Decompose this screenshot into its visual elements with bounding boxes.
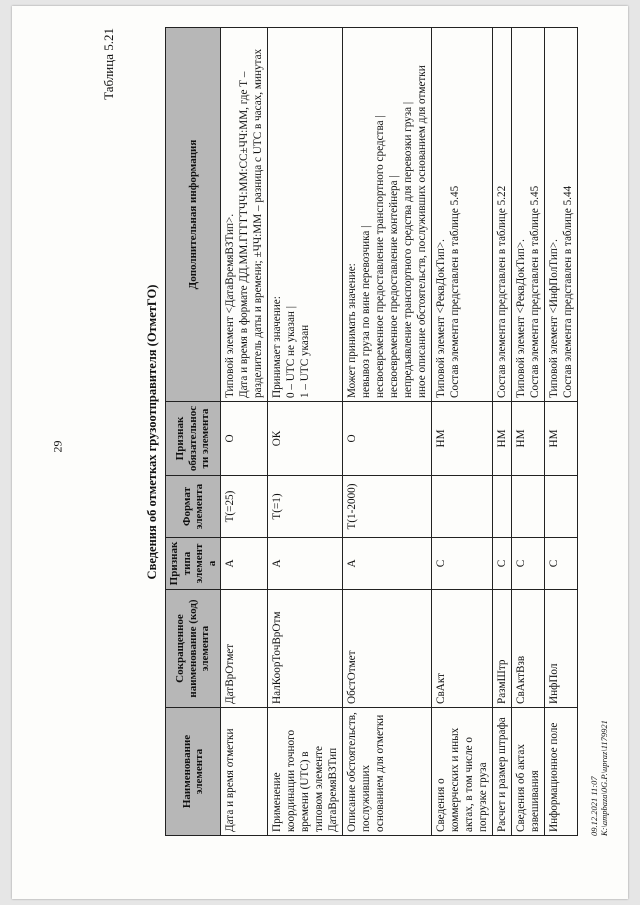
cell-name: Описание обстоятельств, послуживших основанием для отметки — [343, 708, 432, 836]
cell-code: ИнфПол — [545, 590, 578, 708]
table-caption: Сведения об отметках грузоотправителя (ОтметГО) — [145, 284, 159, 580]
elements-table — [165, 27, 578, 836]
col-header: Признак типа элемента — [166, 538, 221, 590]
cell-info — [512, 28, 545, 402]
table-row — [512, 28, 545, 836]
cell-required: О — [221, 402, 268, 476]
cell-format — [545, 476, 578, 538]
cell-required: НМ — [493, 402, 512, 476]
table-row — [268, 28, 343, 836]
cell-type: А — [221, 538, 268, 590]
info-line: иное описание обстоятельств, послуживших основанием для отметки — [416, 65, 428, 398]
cell-name: Сведения об актах взвешивания — [512, 708, 545, 836]
footer-path: К:\ampbaza\0G.P.\upraz\1179921 — [599, 720, 609, 836]
col-header: Сокращенное наименование (код) элемента — [166, 590, 221, 708]
cell-info — [432, 28, 493, 402]
col-header: Дополнительная информация — [166, 28, 221, 402]
cell-type: А — [268, 538, 343, 590]
cell-format: T(1-2000) — [343, 476, 432, 538]
info-line: Типовой элемент <РеквДокТип>. — [515, 239, 527, 398]
info-line: Типовой элемент <ДатаВремяВЗТип>. — [224, 213, 236, 398]
cell-required: НМ — [545, 402, 578, 476]
cell-info — [493, 28, 512, 402]
cell-info — [343, 28, 432, 402]
rotated-content — [95, 22, 615, 842]
cell-code: СвАктВзв — [512, 590, 545, 708]
cell-format: T(=25) — [221, 476, 268, 538]
page-number: 29 — [50, 440, 65, 453]
cell-format — [432, 476, 493, 538]
info-line: непредъявление транспортного средства для перевозки груза | — [402, 101, 414, 398]
cell-required: НМ — [512, 402, 545, 476]
cell-required: О — [343, 402, 432, 476]
table-row — [493, 28, 512, 836]
cell-code: ОбстОтмет — [343, 590, 432, 708]
cell-type: С — [493, 538, 512, 590]
info-line: Состав элемента представлен в таблице 5.22 — [496, 185, 508, 398]
info-line: Состав элемента представлен в таблице 5.44 — [562, 185, 574, 398]
table-header-row — [166, 28, 221, 836]
cell-code: НалКоорТочВрОтм — [268, 590, 343, 708]
cell-code: СвАкт — [432, 590, 493, 708]
table-label: Таблица 5.21 — [101, 28, 116, 100]
cell-name: Дата и время отметки — [221, 708, 268, 836]
table-row — [432, 28, 493, 836]
col-header: Наименование элемента — [166, 708, 221, 836]
info-line: Может принимать значение: — [346, 263, 358, 398]
cell-format — [493, 476, 512, 538]
footer-stamp — [589, 720, 609, 836]
table-row — [343, 28, 432, 836]
table-row — [221, 28, 268, 836]
info-line: Типовой элемент <РеквДокТип>. — [435, 239, 447, 398]
info-line: Состав элемента представлен в таблице 5.45 — [529, 185, 541, 398]
table-row — [545, 28, 578, 836]
cell-required: НМ — [432, 402, 493, 476]
info-line: невывоз груза по вине перевозчика | — [360, 225, 372, 398]
cell-format: T(=1) — [268, 476, 343, 538]
cell-required: ОК — [268, 402, 343, 476]
col-header: Формат элемента — [166, 476, 221, 538]
cell-name: Сведения о коммерческих и иных актах, в том числе о погрузке груза — [432, 708, 493, 836]
cell-type: С — [545, 538, 578, 590]
info-line: Принимает значение: — [271, 296, 283, 398]
cell-code: РазмШтр — [493, 590, 512, 708]
cell-info — [221, 28, 268, 402]
cell-name: Расчет и размер штрафа — [493, 708, 512, 836]
cell-name: Применение координации точного времени (UTC) в типовом элементе ДатаВремяВЗТип — [268, 708, 343, 836]
cell-format — [512, 476, 545, 538]
info-line: 0 – UTC не указан | — [285, 306, 297, 398]
col-header: Признак обязательности элемента — [166, 402, 221, 476]
info-line: 1 – UTC указан — [299, 324, 311, 398]
info-line: Типовой элемент <ИнфПолТип>. — [548, 239, 560, 398]
info-line: несвоевременное предоставление контейнера | — [388, 175, 400, 398]
cell-info — [268, 28, 343, 402]
cell-type: С — [512, 538, 545, 590]
cell-code: ДатВрОтмет — [221, 590, 268, 708]
info-line: Дата и время в формате ДД.ММ.ГГГГТЧЧ:ММ:СС±ЧЧ:ММ, где Т – разделитель даты и времени; ±ЧЧ:ММ – разница с UTC в часах, минутах — [238, 48, 264, 398]
info-line: Состав элемента представлен в таблице 5.45 — [449, 185, 461, 398]
info-line: несвоевременное предоставление транспортного средства | — [374, 115, 386, 398]
document-page — [12, 6, 628, 899]
cell-type: С — [432, 538, 493, 590]
footer-date: 09.12.2021 11:07 — [589, 776, 599, 836]
cell-name: Информационное поле — [545, 708, 578, 836]
cell-type: А — [343, 538, 432, 590]
cell-info — [545, 28, 578, 402]
